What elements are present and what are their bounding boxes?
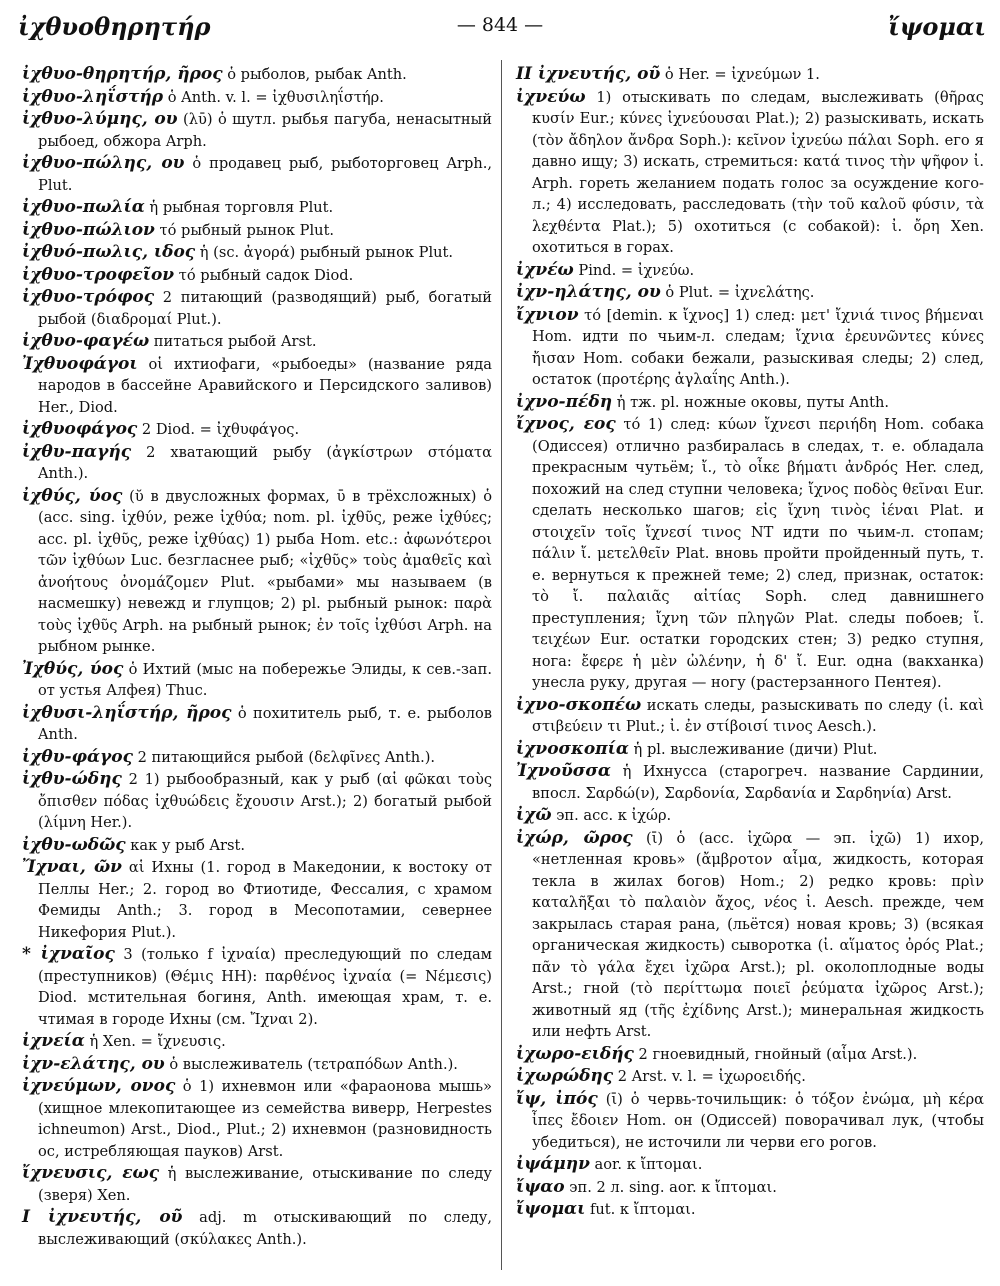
- dictionary-entry: [516, 305, 984, 391]
- left-column: [22, 64, 492, 1251]
- dictionary-entry: [22, 769, 492, 834]
- entry-definition: τό рыбный рынок Plut.: [154, 221, 335, 239]
- column-divider: [501, 60, 502, 1270]
- entry-headword: ἴχνιον: [516, 304, 579, 325]
- entry-definition: ἡ Xen. = ἴχνευσις.: [84, 1033, 226, 1050]
- entry-definition: питаться рыбой Arst.: [149, 333, 317, 350]
- dictionary-entry: [516, 805, 984, 827]
- dictionary-entry: [22, 1054, 492, 1076]
- right-column: [516, 64, 984, 1222]
- dictionary-entry: [22, 265, 492, 287]
- dictionary-entry: [516, 414, 984, 694]
- entry-definition: эп. acc. к ἰχώρ.: [551, 807, 672, 824]
- dictionary-entry: [22, 442, 492, 485]
- entry-definition: 2 питающий (разводящий) рыб, богатый рыбой (διαδρομαί Plut.).: [38, 289, 492, 328]
- entry-headword: ἰχν-ελάτης, ου: [22, 1053, 165, 1074]
- entry-headword: ἰχνεύμων, ονος: [22, 1076, 176, 1096]
- entry-headword: ἰχωρώδης: [516, 1066, 614, 1086]
- entry-headword: ἰχνεία: [22, 1031, 85, 1051]
- dictionary-entry: [22, 486, 492, 658]
- entry-definition: ὁ Ихтий (мыс на побережье Элиды, к сев.-зап. от устья Алфея) Thuc.: [38, 660, 492, 699]
- entry-headword: ἰχθυό-πωλις, ιδος: [22, 242, 196, 262]
- entry-definition: 2 Arst. v. l. = ἰχωροειδής.: [613, 1068, 806, 1085]
- entry-headword: ἰψάμην: [516, 1154, 590, 1174]
- entry-headword: ἰχθυ-ωδῶς: [22, 834, 126, 855]
- entry-headword: Ἰχθύς, ύος: [22, 658, 124, 679]
- entry-definition: 2 1) рыбообразный, как у рыб (αἱ φῶκαι τοὺς ὄπισθεν πόδας ἰχθυώδεις ἔχουσιν Arst.); 2) богатый рыбой (λίμνη Her.).: [38, 771, 492, 831]
- entry-definition: 3 (только f ἰχναία) преследующий по следам (преступников) (Θέμις HH): παρθένος ἰχναία (= Νέμεσις) Diod. мстительная богиня, Anth. имеющая храм, т. е. чтимая в городе Ихны (см. Ἴχναι 2).: [38, 946, 492, 1028]
- entry-definition: ἡ Ихнусса (старогреч. название Сардинии, впосл. Σαρδώ(ν), Σαρδονία, Σαρδανία и Σαρδηνία) Arst.: [532, 763, 984, 802]
- dictionary-entry: [516, 87, 984, 259]
- entry-definition: οἱ ихтиофаги, «рыбоеды» (название ряда народов в бассейне Аравийского и Персидского заливов) Her., Diod.: [38, 355, 492, 416]
- entry-definition: τό [demin. к ἴχνος] 1) след: μετ' ἴχνιά τινος βήμεναι Hom. идти по чьим-л. следам; ἴχνια ἐρευνῶντες κύνες ἤισαν Hom. собаки бежали, разыскивая следы; 2) след, остаток (προτέρης ἀγλαΐης Anth.).: [532, 306, 984, 388]
- entry-definition: 1) отыскивать по следам, выслеживать (θῆρας κυσίν Eur.; κύνες ἰχνεύουσαι Plat.); 2) разыскивать, искать (τὸν ἄδηλον ἄνδρα Soph.): κεῖνον ἰχνεύω πάλαι Soph. его я давно ищу; 3) искать, стремиться: κατά τινος τὴν ψῆφον ἰ. Arph. гореть желанием подать голос за осуждение кого-л.; 4) исследовать, расследовать (τὴν τοῦ καλοῦ φύσιν, τὰ λεχθέντα Plat.); 5) охотиться (с собакой): ἰ. ὄρη Xen. охотиться в горах.: [532, 88, 984, 256]
- entry-headword: ἰχνοσκοπία: [516, 738, 629, 759]
- entry-headword: Ἰχθυοφάγοι: [22, 353, 138, 374]
- dictionary-entry: [22, 220, 492, 242]
- dictionary-entry: [22, 703, 492, 746]
- entry-definition: ὁ Her. = ἰχνεύμων 1.: [660, 66, 820, 83]
- dictionary-entry: [22, 857, 492, 943]
- entry-headword: ἰχῶ: [516, 805, 552, 825]
- dictionary-entry: [22, 87, 492, 109]
- entry-headword: ἰχθυ-ώδης: [22, 769, 122, 789]
- dictionary-entry: [516, 1177, 984, 1199]
- dictionary-entry: [22, 64, 492, 86]
- dictionary-entry: [516, 260, 984, 282]
- dictionary-entry: [22, 944, 492, 1030]
- dictionary-entry: [516, 1066, 984, 1088]
- entry-headword: ἴχνος, εος: [516, 414, 616, 434]
- entry-definition: ὁ похититель рыб, т. е. рыболов Anth.: [38, 704, 492, 743]
- dictionary-entry: [22, 659, 492, 702]
- dictionary-entry: [22, 242, 492, 264]
- dictionary-entry: [22, 287, 492, 330]
- running-head-right: ἴψομαι: [888, 12, 986, 41]
- entry-headword: ἰχθυο-λύμης, ου: [22, 109, 178, 129]
- dictionary-entry: [22, 109, 492, 152]
- entry-headword: ἰχθυο-ληΐστήρ: [22, 86, 164, 107]
- entry-definition: ἡ тж. pl. ножные оковы, путы Anth.: [612, 393, 890, 411]
- dictionary-entry: [22, 153, 492, 196]
- entry-definition: ὁ рыболов, рыбак Anth.: [222, 66, 407, 83]
- entry-headword: ἰχθυο-τρόφος: [22, 287, 155, 307]
- dictionary-entry: [22, 419, 492, 441]
- dictionary-entry: [516, 695, 984, 738]
- entry-definition: ὁ Anth. v. l. = ἰχθυσιληΐστήρ.: [163, 88, 384, 106]
- dictionary-entry: [516, 828, 984, 1043]
- entry-definition: ὁ выслеживатель (τετραπόδων Anth.).: [164, 1055, 458, 1073]
- entry-headword: ἰχνέω: [516, 259, 574, 280]
- entry-definition: искать следы, разыскивать по следу (ἰ. καὶ στιβεύειν τι Plut.; ἰ. ἐν στίβοισί τινος Aesch.).: [532, 696, 984, 735]
- entry-definition: ἡ рыбная торговля Plut.: [144, 199, 334, 216]
- entry-definition: αἱ Ихны (1. город в Македонии, к востоку от Пеллы Her.; 2. город во Фтиотиде, Фессалия, с храмом Фемиды Anth.; 3. город в Месопотамии, севернее Никефория Plut.).: [38, 859, 492, 941]
- dictionary-entry: [516, 64, 984, 86]
- dictionary-entry: [516, 1044, 984, 1066]
- dictionary-entry: [516, 761, 984, 804]
- dictionary-entry: [22, 835, 492, 857]
- entry-definition: (ῑ) ὁ червь-точильщик: ὁ τόξον ἐνώμα, μὴ κέρα ἶπες ἔδοιεν Hom. он (Одиссей) поворачивал лук, (чтобы убедиться), не источили ли черви его рогов.: [532, 1090, 984, 1151]
- entry-definition: ἡ выслеживание, отыскивание по следу (зверя) Xen.: [38, 1165, 492, 1204]
- entry-definition: 2 гноевидный, гнойный (αἷμα Arst.).: [633, 1045, 918, 1063]
- entry-headword: ἰχθυο-τροφεῖον: [22, 264, 175, 285]
- entry-definition: (ῑ) ὁ (acc. ἰχῶρα — эп. ἰχῶ) 1) ихор, «нетленная кровь» (ἄμβροτον αἷμα, жидкость, которая текла в жилах богов) Hom.; 2) редко кровь: πρὶν καταλῆξαι τὸ παλαιὸν ἄχος, νέος ἰ. Aesch. прежде, чем закрылась старая рана, (льётся) новая кровь; 3) (всякая органическая жидкость) сыворотка (ἰ. αἵματος ὀρός Plat.; πᾶν τὸ γάλα ἔχει ἰχῶρα Arst.); pl. околоплодные воды Arst.; гной (τὸ περίττωμα ποιεῖ ῥεύματα ἰχῶρος Arst.); животный яд (τῆς ἐχίδνης Arst.); минеральная жидкость или нефть Arst.: [532, 829, 985, 1040]
- dictionary-entry: [22, 747, 492, 769]
- entry-headword: ἰχθύς, ύος: [22, 485, 123, 506]
- entry-definition: Pind. = ἰχνεύω.: [573, 261, 695, 279]
- entry-headword: ἰχθυο-πώλιον: [22, 219, 155, 240]
- entry-headword: II ἰχνευτής, οῦ: [516, 64, 661, 84]
- entry-definition: τό рыбный садок Diod.: [174, 266, 354, 284]
- entry-headword: ἰχωρο-ειδής: [516, 1043, 634, 1064]
- page-number: — 844 —: [456, 14, 544, 36]
- dictionary-entry: [516, 1154, 984, 1176]
- dictionary-entry: [22, 1207, 492, 1250]
- entry-headword: ἰχθυοφάγος: [22, 419, 138, 439]
- entry-definition: 2 Diod. = ἰχθυφάγος.: [137, 421, 300, 438]
- entry-headword: Ἴχναι, ῶν: [22, 857, 122, 877]
- entry-headword: ἴψ, ἰπός: [516, 1088, 598, 1109]
- entry-headword: I ἰχνευτής, οῦ: [22, 1207, 183, 1227]
- entry-definition: ὁ продавец рыб, рыботорговец Arph., Plut.: [38, 155, 493, 194]
- entry-headword: ἴχνευσις, εως: [22, 1163, 160, 1183]
- entry-headword: Ἰχνοῦσσα: [516, 761, 611, 781]
- entry-headword: ἰχθυ-παγής: [22, 441, 132, 462]
- entry-definition: эп. 2 л. sing. aor. к ἴπτομαι.: [564, 1178, 777, 1196]
- entry-definition: ὁ 1) ихневмон или «фараонова мышь» (хищное млекопитающее из семейства виверр, Herpestes ichneumon) Arst., Diod., Plut.; 2) ихневмон (разновидность ос, истребляющая пауков) Arst.: [38, 1078, 492, 1160]
- entry-definition: ὁ Plut. = ἰχνελάτης.: [660, 284, 815, 301]
- dictionary-entry: [516, 282, 984, 304]
- entry-headword: ἴψαο: [516, 1176, 565, 1197]
- entry-headword: ἰχθυο-πώλης, ου: [22, 153, 185, 173]
- entry-definition: (λῡ) ὁ шутл. рыбья пагуба, ненасытный рыбоед, обжора Arph.: [38, 111, 493, 150]
- entry-definition: 2 питающийся рыбой (δελφῖνες Anth.).: [132, 748, 436, 766]
- entry-headword: ἰχθυο-θηρητήρ, ῆρος: [22, 64, 223, 84]
- entry-headword: ἰχνο-σκοπέω: [516, 694, 642, 715]
- dictionary-entry: [22, 1076, 492, 1162]
- entry-definition: 2 хватающий рыбу (ἀγκίστρων στόματα Anth.).: [38, 443, 492, 482]
- entry-headword: * ἰχναῖος: [22, 944, 115, 964]
- entry-headword: ἰχθυσι-ληΐστήρ, ῆρος: [22, 702, 232, 723]
- dictionary-entry: [516, 392, 984, 414]
- entry-definition: fut. к ἴπτομαι.: [585, 1201, 696, 1218]
- dictionary-entry: [22, 1031, 492, 1053]
- dictionary-entry: [516, 1089, 984, 1154]
- entry-definition: aor. к ἴπτομαι.: [589, 1156, 703, 1173]
- dictionary-entry: [22, 1163, 492, 1206]
- entry-headword: ἰχθυο-φαγέω: [22, 331, 150, 351]
- entry-headword: ἰχν-ηλάτης, ου: [516, 282, 661, 302]
- running-head-left: ἰχθυοθηρητήρ: [18, 12, 211, 41]
- entry-definition: ἡ pl. выслеживание (дичи) Plut.: [628, 740, 878, 758]
- dictionary-entry: [22, 197, 492, 219]
- entry-definition: ἡ (sc. ἀγορά) рыбный рынок Plut.: [195, 244, 454, 261]
- entry-headword: ἰχθυ-φάγος: [22, 746, 133, 767]
- entry-headword: ἰχνεύω: [516, 86, 586, 107]
- dictionary-entry: [22, 354, 492, 419]
- entry-headword: ἴψομαι: [516, 1199, 586, 1219]
- page-header: [0, 0, 1000, 48]
- dictionary-entry: [516, 1199, 984, 1221]
- entry-headword: ἰχώρ, ῶρος: [516, 827, 633, 848]
- entry-definition: (ῠ в двусложных формах, ῡ в трёхсложных) ὁ (acc. sing. ἰχθύν, реже ἰχθύα; nom. pl. ἰχθῦς, реже ἰχθύες; acc. pl. ἰχθῦς, реже ἰχθύας) 1) рыба Hom. etc.: ἀφωνότεροι τῶν ἰχθύων Luc. безгласнее рыб; «ἰχθῦς» τοὺς ἀμαθεῖς καὶ ἀνοήτους ὀνομάζομεν Plut. «рыбами» мы называем (в насмешку) невежд и глупцов; 2) pl. рыбный рынок: παρὰ τοὺς ἰχθῦς Arph. на рыбный рынок; ἐν τοῖς ἰχθύσι Arph. на рыбном рынке.: [38, 487, 493, 655]
- dictionary-entry: [22, 331, 492, 353]
- entry-definition: adj. m отыскивающий по следу, выслеживающий (σκύλακες Anth.).: [38, 1209, 492, 1248]
- entry-headword: ἰχθυο-πωλία: [22, 197, 145, 217]
- entry-headword: ἰχνο-πέδη: [516, 391, 613, 412]
- dictionary-entry: [516, 739, 984, 761]
- entry-definition: τό 1) след: κύων ἴχνεσι περιήδη Hom. собака (Одиссея) отлично разбиралась в следах, т. е. обладала прекрасным чутьём; ἴ., τὸ οἶκε βήματι ἀνδρός Her. след, похожий на след ступни человека; ἴχνος ποδὸς θεῖναι Eur. сделать несколько шагов; εἰς ἴχνη τινὸς ἰέναι Plat. и στοιχεῖν τοῖς ἴχνεσί τινος NT идти по чьим-л. стопам; πάλιν ἴ. μετελθεῖν Plat. вновь пройти пройденный путь, т. е. вернуться к прежней теме; 2) след, признак, остаток: τὸ ἴ. παλαιᾶς αἰτίας Soph. след давнишнего преступления; ἴχνη τῶν πληγῶν Plat. следы побоев; ἴ. τειχέων Eur. остатки городских стен; 3) редко ступня, нога: ἔφερε ἡ μὲν ὠλένην, ἡ δ' ἴ. Eur. одна (вакханка) унесла руку, другая — ногу (растерзанного Пентея).: [532, 416, 984, 691]
- entry-definition: как у рыб Arst.: [125, 836, 246, 854]
